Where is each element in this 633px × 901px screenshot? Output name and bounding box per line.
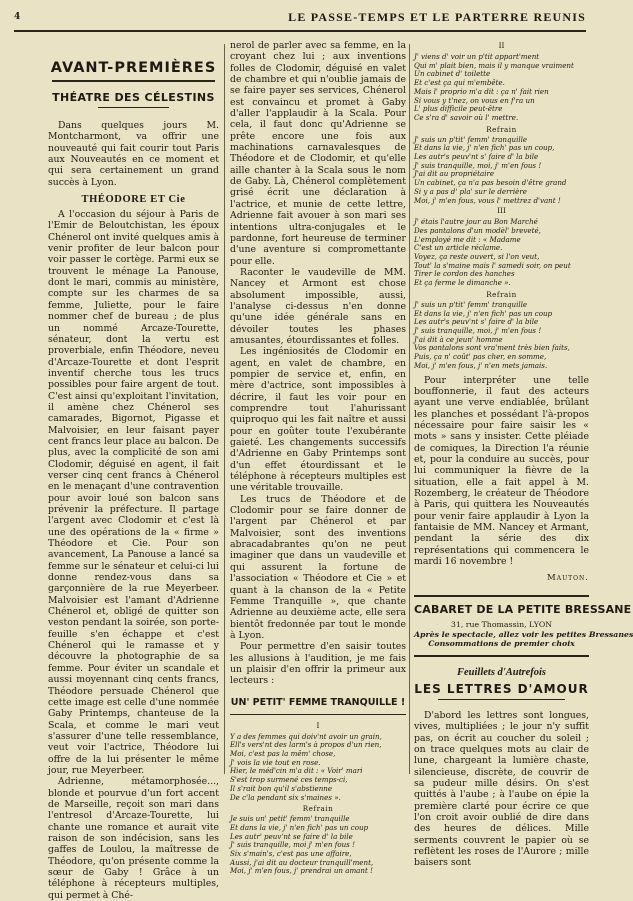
synopsis-paragraph: A l'occasion du séjour à Paris de l'Emir de Beloutchistan, les époux Chénerol ont invité quelques amis à venir profiter de leur balcon pour voir passer le cortège. Parmi eux se trouvent le ménage La Panouse, dont le mari, commis au ministère, compte sur les charmes de sa femme, Juliette, pour le faire nommer chef de bureau ; de plus un nommé Arcaze-Tourette, sénateur, dont la vertu est proverbiale, enfin Théodore, neveu d'Arcaze-Tourette et dont l'esprit inventif cherche tous les trucs possibles pour faire argent de tout. C'est ainsi qu'exploitant l'invitation, il amène chez Chénerol ses camarades, Bigornot, Pigasse et Malvoisier, en leur faisant payer cent francs leur place au balcon. De plus, avec la complicité de son ami Clodomir, déguisé en agent, il fait verser cinq cent francs à Chénerol en le menaçant d'une contravention pour avoir loué son balcon sans prévenir la préfecture. Il partage l'argent avec Clodomir et c'est là une des opérations de la « firme » Théodore et Cie. Pour son avancement, La Panouse a lancé sa femme sur le sénateur et celui-ci lui donne rendez-vous dans sa garçonnière de la rue Meyerbeer. Malvoisier est l'amant d'Adrienne Chénerol et, obligé de quitter son veston pendant la soirée, son porte-feuille s'en échappe et c'est Chénerol qui le ramasse et y découvre la photographie de sa femme. Pour éviter un scandale et aussi moyennant cinq cents francs, Théodore persuade Chénerol que cette image est celle d'une nommée Gaby Printemps, chanteuse de la Scala, et comme le mari veut s'assurer d'une telle ressemblance, veut voir l'actrice, Théodore lui offre de la lui présenter le même jour, rue Meyerbeer. xyxy=(48,209,219,776)
verse-line: J' suis un p'tit' femm' tranquille xyxy=(414,134,528,144)
verse-line: Aussi, j'ai dit au docteur tranquill'ment, xyxy=(230,857,374,867)
play-title: THÉODORE ET Cie xyxy=(81,194,186,206)
column-3 xyxy=(414,40,633,869)
refrain-label: Refrain xyxy=(486,289,517,299)
verse-line: J' étais l'autre jour au Bon Marché xyxy=(414,217,538,227)
rubric-title: Feuillets d'Autrefois xyxy=(457,666,546,678)
verse-line: Six s'main's, c'est pas une affaire, xyxy=(230,849,352,859)
verse-line: Qui m' plait bien, mais il y manque vraiment xyxy=(414,60,574,70)
verse-line: L'employé me dit : « Madame xyxy=(414,234,521,244)
verse-line: De c'la pendant six s'maines ». xyxy=(230,792,341,802)
verse-number: I xyxy=(316,720,320,730)
song-title: UN' PETIT' FEMME TRANQUILLE ! xyxy=(230,696,406,708)
verse-line: Si y a pas d' pla' sur le derrière xyxy=(414,186,527,196)
verse-line: Moi, j' m'en fous, j' n'en mets jamais. xyxy=(414,360,548,370)
refrain-label: Refrain xyxy=(302,804,334,814)
verse-line: Puis, ça n' coût' pas cher, en somme, xyxy=(414,352,547,362)
ad-line: Après le spectacle, allez voir les petites Bressanes xyxy=(414,629,633,639)
verse-number: II xyxy=(498,41,505,50)
article-paragraph: Les ingéniosités de Clodomir en agent, en valet de chambre, en pompier de service et, enfin, en mère d'actrice, sont impossibles à décrire, il faut les voir pour en comprendre tout l'ahurissant quiproquo qui les fait naître et aussi pour en goûter toute l'exubérante gaieté. Les changements successifs d'Adrienne en Gaby Printemps sont d'un effet étourdissant et le téléphone à récepteurs multiples est une véritable trouvaille. xyxy=(230,346,406,494)
verse-number: III xyxy=(497,206,506,216)
verse-line: Tout' la s'maine mais l' samedi soir, on peut xyxy=(414,260,571,270)
ad-address: 31, rue Thomassin, LYON xyxy=(450,620,553,630)
column-2 xyxy=(230,40,406,876)
verse-line: Les autr's peuv'nt s' faire d' la bile xyxy=(414,317,539,327)
verse-line: J' suis tranquille, moi j' m'en fous ! xyxy=(230,840,355,850)
article-title: LES LETTRES D'AMOUR xyxy=(414,681,589,696)
masthead-rule xyxy=(52,80,215,82)
article-paragraph: D'abord les lettres sont longues, vives, multipliées ; le jour n'y suffit pas, on écrit au coucher du soleil ; on trace quelques mots au clair de lune, chargeant la lumière chaste, silencieuse, discrète, de couvrir de sa pudeur mille désirs. On s'est quittés à l'aube ; à l'aube on épie la première clarté pour écrire ce que l'on croit avoir oublié de dire dans des heures de délices. Mille serments couvrent le papier où se reflètent les roses de l'Aurore ; mille baisers sont xyxy=(414,709,589,869)
author-signature: Mauton. xyxy=(547,573,589,584)
verse-line: Voyez, ça reste ouvert, si l'on veut, xyxy=(414,252,540,262)
song-verse xyxy=(414,53,589,205)
verse-line: Les autr's peuv'nt s' faire d' la bile xyxy=(414,152,539,162)
verse-line: L' plus difficile peut-être xyxy=(414,104,503,114)
section-title: THÉATRE DES CÉLESTINS xyxy=(52,91,215,104)
cabaret-advertisement xyxy=(414,595,633,657)
song-rule xyxy=(230,714,406,715)
verse-line: Tirer le cordon des hanches xyxy=(414,269,515,279)
ad-title: CABARET DE LA PETITE BRESSANE xyxy=(414,603,632,617)
verse-line: Et dans la vie, j' n'en fich' pas un coup, xyxy=(414,143,555,153)
ad-line: Consommations de premier choix xyxy=(428,639,575,649)
verse-line: J' viens d' voir un p'tit appart'ment xyxy=(414,52,540,61)
verse-line: Si vous y t'nez, on vous en f'ra un xyxy=(414,95,535,105)
verse-line: Et ça ferme le dimanche ». xyxy=(414,278,511,288)
song-verse xyxy=(414,218,589,370)
column-divider xyxy=(409,44,410,774)
verse-line: Des pantalons d'un modèl' breveté, xyxy=(414,225,541,235)
verse-line: Un cabinet d' toilette xyxy=(414,69,491,79)
verse-line: Il s'rait bon qu'il s'abstienne xyxy=(230,783,333,793)
article-paragraph: nerol de parler avec sa femme, en la croyant chez lui ; aux inventions folles de Clodomir, déguisé en valet de chambre et qui n'oublie jamais de se faire payer ses services, Chénerol est convaincu et promet à Gaby d'aller l'applaudir à la Scala. Pour cela, il faut donc qu'Adrienne se prête encore une fois aux machinations carnavalesques de Théodore et de Clodomir, et qu'elle aille chanter à la Scala sous le nom de Gaby. Là, Chénerol complètement grisé écrit une déclaration à l'actrice, et munie de cette lettre, Adrienne fait avouer à son mari ses intentions ultra-conjugales et le pardonne, fort heureuse de terminer d'une aventure si compromettante pour elle. xyxy=(230,40,406,267)
journal-title: LE PASSE-TEMPS ET LE PARTERRE REUNIS xyxy=(288,10,586,24)
article-paragraph: Pour permettre d'en saisir toutes les allusions à l'audition, je me fais un plaisir d'en offrir la primeur aux lecteurs : xyxy=(230,641,406,687)
verse-line: Y a des femmes qui doiv'nt avoir un grain, xyxy=(230,731,382,741)
verse-line: Moi, c'est pas la mêm' chose, xyxy=(230,749,336,758)
article-paragraph: Les trucs de Théodore et de Clodomir pour se faire donner de l'argent par Chénerol et par Malvoisier, sont des inventions abracadabrantes qu'on ne peut imaginer que dans un vaudeville et qui assurent la fortune de l'association « Théodore et Cie » et quant à la chanson de la « Petite Femme Tranquille », que chante Adrienne au deuxième acte, elle sera bientôt fredonnée par tout le monde à Lyon. xyxy=(230,493,406,641)
verse-line: Ell's vers'nt des larm's à propos d'un rien, xyxy=(230,740,382,750)
verse-line: C'est un article réclame. xyxy=(414,243,503,253)
verse-line: J' suis tranquille, moi, j' m'en fous ! xyxy=(414,325,542,335)
synopsis-paragraph: Adrienne, métamorphosée..., blonde et pourvue d'un fort accent de Marseille, reçoit son mari dans l'entresol d'Arcaze-Tourette, lui chante une romance et aurait vite raison de son indécision, sans les gaffes de Loulou, la maîtresse de Théodore, qu'on présente comme la sœur de Gaby ! Grâce à un téléphone à récepteurs multiples, qui permet à Ché- xyxy=(48,776,219,901)
verse-line: J'ai dit au propriétaire xyxy=(414,169,495,179)
verse-line: J' suis tranquille, moi, j' m'en fous ! xyxy=(414,160,542,170)
verse-line: Et dans la vie, j' n'en fich' pas un coup xyxy=(414,308,553,318)
column-1 xyxy=(48,40,219,901)
verse-line: S'est trop surmené ces temps-ci, xyxy=(230,775,348,785)
verse-line: Vos pantalons sont vra'ment très bien faits, xyxy=(414,343,570,353)
verse-line: Moi, j' m'en fous, vous l' mettrez d'vant ! xyxy=(414,195,561,205)
article-paragraph: Pour interpréter une telle bouffonnerie, il faut des acteurs ayant une verve endiablée, brûlant les planches et possédant l'à-propos nécessaire pour faire saisir les « mots » sans y insister. Cette pléiade de comiques, la Direction l'a réunie et, pour la conduire au succès, pour lui communiquer la fièvre de la situation, elle a fait appel à M. Rozemberg, le créateur de Théodore à Paris, qui quittera les Nouveautés pour venir faire applaudir à Lyon la fantaisie de MM. Nancey et Armant, pendant la série des dix représentations qui commencera le mardi 16 novembre ! xyxy=(414,374,589,567)
column-divider xyxy=(224,44,225,774)
article-paragraph: Raconter le vaudeville de MM. Nancey et Armont est chose absolument impossible, aussi, l'analyse ci-dessus n'en donne qu'une idée générale sans en dévoiler toutes les phases amusantes, étourdissantes et folles. xyxy=(230,266,406,346)
title-rule xyxy=(98,107,169,108)
intro-paragraph: Dans quelques jours M. Montcharmont, va offrir une nouveauté qui fait courir tout Paris aux Nouveautés en ce moment et qui sera certainement un grand succès à Lyon. xyxy=(48,120,219,188)
verse-line: Ce s'ra d' savoir où l' mettre. xyxy=(414,112,519,122)
song-verse xyxy=(230,733,406,877)
verse-line: Moi, j' m'en fous, j' prendrai un amant ! xyxy=(230,866,373,876)
page-header xyxy=(14,8,586,32)
verse-line: Je suis un' petit' femm' tranquille xyxy=(230,814,350,824)
title-rule xyxy=(438,699,565,700)
verse-line: J' vois la vie tout en rose. xyxy=(230,757,321,767)
verse-line: J' suis un p'tit' femm' tranquille xyxy=(414,299,528,309)
page-number: 4 xyxy=(14,12,21,22)
refrain-label: Refrain xyxy=(486,124,517,134)
verse-line: Les autr' peuv'nt se faire d' la bile xyxy=(230,831,353,841)
verse-line: Mais l' proprio m'a dit : ça n' fait rien xyxy=(414,86,549,96)
verse-line: J'ai dit à ce jeun' homme xyxy=(414,334,503,344)
verse-line: Un cabinet, ça n'a pas besoin d'être grand xyxy=(414,178,567,188)
verse-line: Hier, le méd'cin m'a dit : « Voir' mari xyxy=(230,766,363,776)
verse-line: Et c'est ça qui m'embête. xyxy=(414,78,505,88)
section-masthead: AVANT-PREMIÈRES xyxy=(50,60,217,76)
verse-line: Et dans la vie, j' n'en fich' pas un coup xyxy=(230,822,369,832)
